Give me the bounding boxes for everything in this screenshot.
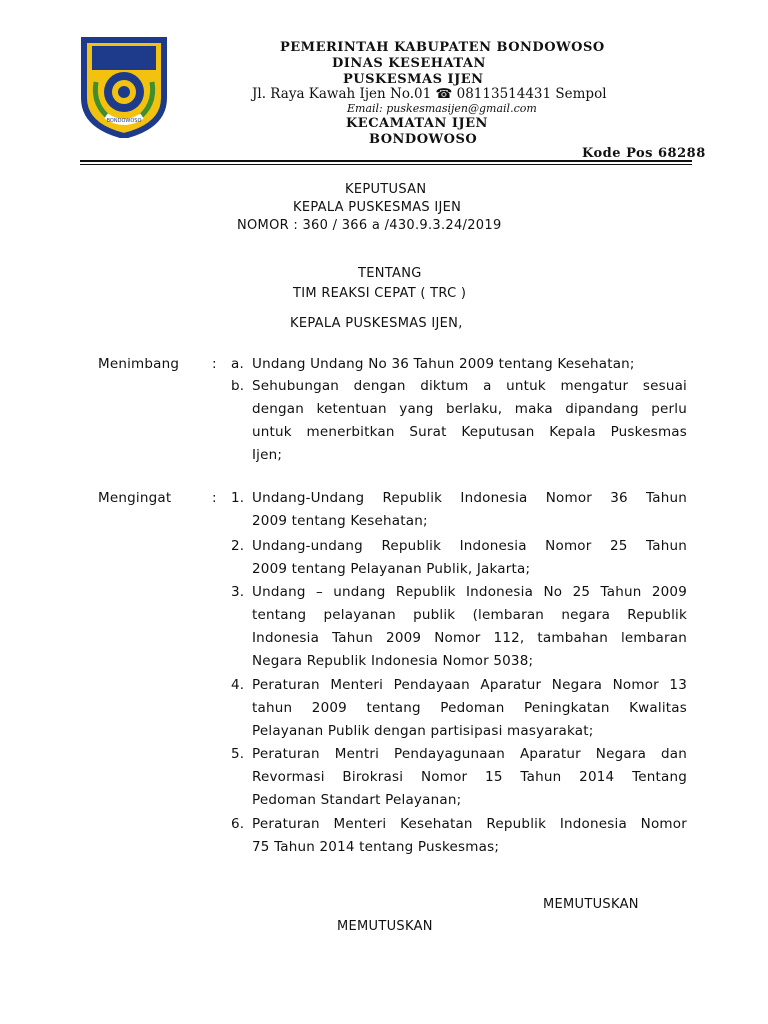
mengingat-item-number: 1. bbox=[231, 490, 245, 506]
memutuskan-heading: MEMUTUSKAN bbox=[337, 919, 433, 934]
mengingat-item-text: Pedoman Standart Pelayanan; bbox=[252, 792, 462, 808]
mengingat-item-text: 75 Tahun 2014 tentang Puskesmas; bbox=[252, 839, 500, 855]
phone-icon: ☎ bbox=[435, 86, 453, 102]
letterhead-city: BONDOWOSO bbox=[369, 132, 478, 147]
mengingat-item-text: tentang pelayanan publik (lembaran negara Republik bbox=[252, 607, 687, 623]
mengingat-item-number: 2. bbox=[231, 538, 245, 554]
mengingat-item-text: Peraturan Menteri Pendayaan Aparatur Negara Nomor 13 bbox=[252, 677, 687, 693]
decree-number: NOMOR : 360 / 366 a /430.9.3.24/2019 bbox=[237, 218, 502, 233]
bondowoso-logo bbox=[78, 36, 170, 138]
mengingat-item-text: Undang – undang Republik Indonesia No 25 Tahun 2009 bbox=[252, 584, 687, 600]
letterhead-institution: PUSKESMAS IJEN bbox=[343, 72, 484, 87]
letterhead-divider-thin bbox=[80, 164, 692, 165]
mengingat-item-text: 2009 tentang Pelayanan Publik, Jakarta; bbox=[252, 561, 531, 577]
letterhead-government: PEMERINTAH KABUPATEN BONDOWOSO bbox=[280, 40, 605, 55]
menimbang-item-marker: a. bbox=[231, 356, 244, 372]
mengingat-item-text: Revormasi Birokrasi Nomor 15 Tahun 2014 Tentang bbox=[252, 769, 687, 785]
mengingat-label: Mengingat bbox=[98, 490, 172, 506]
menimbang-item-text: Undang Undang No 36 Tahun 2009 tentang Kesehatan; bbox=[252, 356, 635, 372]
mengingat-item-text: Negara Republik Indonesia Nomor 5038; bbox=[252, 653, 534, 669]
letterhead-address-line bbox=[252, 86, 607, 102]
mengingat-item-text: 2009 tentang Kesehatan; bbox=[252, 513, 428, 529]
mengingat-item-text: Undang-undang Republik Indonesia Nomor 25 Tahun bbox=[252, 538, 687, 554]
letterhead-phone: 08113514431 Sempol bbox=[456, 86, 607, 102]
decree-title: KEPUTUSAN bbox=[345, 182, 427, 197]
menimbang-label: Menimbang bbox=[98, 356, 180, 372]
menimbang-colon: : bbox=[212, 356, 217, 372]
memutuskan-heading-right: MEMUTUSKAN bbox=[543, 897, 639, 912]
mengingat-item-number: 3. bbox=[231, 584, 245, 600]
mengingat-item-text: tahun 2009 tentang Pedoman Peningkatan Kwalitas bbox=[252, 700, 687, 716]
decree-issuer-title: KEPALA PUSKESMAS IJEN bbox=[293, 200, 462, 215]
mengingat-item-text: Peraturan Mentri Pendayagunaan Aparatur Negara dan bbox=[252, 746, 687, 762]
decree-subject: TIM REAKSI CEPAT ( TRC ) bbox=[293, 286, 467, 301]
mengingat-item-number: 5. bbox=[231, 746, 245, 762]
menimbang-item-text: Sehubungan dengan diktum a untuk mengatur sesuai bbox=[252, 378, 687, 394]
mengingat-colon: : bbox=[212, 490, 217, 506]
mengingat-item-text: Pelayanan Publik dengan partisipasi masyarakat; bbox=[252, 723, 594, 739]
menimbang-item-text: Ijen; bbox=[252, 447, 283, 463]
letterhead-address: Jl. Raya Kawah Ijen No.01 bbox=[252, 86, 432, 102]
mengingat-item-text: Undang-Undang Republik Indonesia Nomor 36 Tahun bbox=[252, 490, 687, 506]
mengingat-item-text: Indonesia Tahun 2009 Nomor 112, tambahan lembaran bbox=[252, 630, 687, 646]
letterhead-district: KECAMATAN IJEN bbox=[346, 116, 488, 131]
menimbang-item-text: dengan ketentuan yang berlaku, maka dipandang perlu bbox=[252, 401, 687, 417]
logo-lettering: BONDOWOSO bbox=[106, 118, 142, 124]
decree-issuer: KEPALA PUSKESMAS IJEN, bbox=[290, 316, 463, 331]
mengingat-item-number: 4. bbox=[231, 677, 245, 693]
postal-code: Kode Pos 68288 bbox=[582, 146, 706, 161]
menimbang-item-text: untuk menerbitkan Surat Keputusan Kepala Puskesmas bbox=[252, 424, 687, 440]
menimbang-item-marker: b. bbox=[231, 378, 245, 394]
letterhead-email: Email: puskesmasijen@gmail.com bbox=[347, 102, 537, 115]
mengingat-item-text: Peraturan Menteri Kesehatan Republik Indonesia Nomor bbox=[252, 816, 687, 832]
mengingat-item-number: 6. bbox=[231, 816, 245, 832]
letterhead-divider bbox=[80, 160, 692, 162]
letterhead-department: DINAS KESEHATAN bbox=[332, 56, 486, 71]
decree-about: TENTANG bbox=[358, 266, 422, 281]
